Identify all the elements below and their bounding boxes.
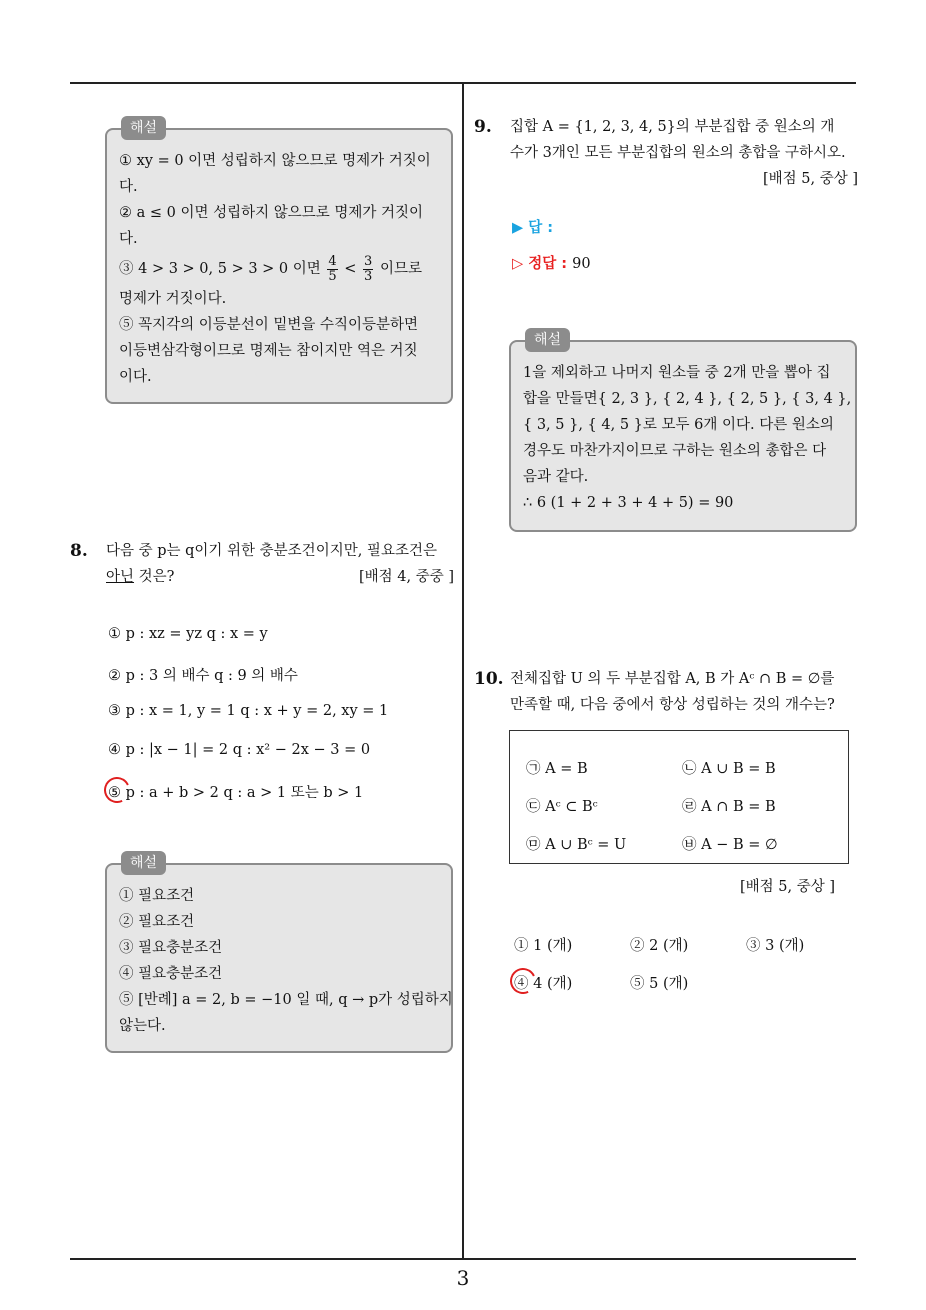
choice-4[interactable]: ④ 4 (개) bbox=[514, 976, 573, 992]
question-line: 다음 중 p는 q이기 위한 충분조건이지만, 필요조건은 bbox=[106, 543, 437, 559]
answer-label: ▶ 답 : bbox=[512, 220, 554, 236]
fraction bbox=[327, 255, 337, 284]
less-than: < bbox=[344, 261, 357, 277]
question-number: 9. bbox=[474, 117, 492, 137]
solution-line bbox=[119, 252, 441, 286]
choice-3[interactable]: ③ p : x = 1, y = 1 q : x + y = 2, xy = 1 bbox=[108, 703, 389, 719]
proposition: ㉥ A − B = ∅ bbox=[682, 837, 778, 853]
solution-line: 다. bbox=[119, 231, 138, 247]
proposition: ㉤ A ∪ Bᶜ = U bbox=[526, 837, 627, 853]
page-number: 3 bbox=[456, 1266, 470, 1290]
bottom-rule bbox=[70, 1258, 856, 1260]
question-text bbox=[510, 666, 858, 718]
fraction-denominator: 3 bbox=[364, 268, 373, 284]
solution-line: 경우도 마찬가지이므로 구하는 원소의 총합은 다 bbox=[523, 443, 827, 459]
solution-tag: 해설 bbox=[525, 328, 570, 352]
choice-5[interactable]: ⑤ p : a + b > 2 q : a > 1 또는 b > 1 bbox=[108, 785, 364, 801]
solution-line: ④ 필요충분조건 bbox=[119, 966, 223, 982]
proposition: ㉣ A ∩ B = B bbox=[682, 799, 776, 815]
score-label: [배점 5, 중상 ] bbox=[740, 879, 836, 895]
solution-line: ① 필요조건 bbox=[119, 888, 195, 904]
choice-2[interactable]: ② 2 (개) bbox=[630, 938, 689, 954]
question-line-rest: 것은? bbox=[134, 569, 175, 585]
fraction-numerator: 4 bbox=[328, 253, 337, 269]
question-text bbox=[510, 114, 858, 166]
correct-answer-value: 90 bbox=[572, 256, 591, 272]
solution-line-tail: 이므로 bbox=[379, 261, 422, 277]
solution-line: ∴ 6 (1 + 2 + 3 + 4 + 5) = 90 bbox=[523, 495, 734, 511]
solution-line: 다. bbox=[119, 179, 138, 195]
solution-tag: 해설 bbox=[121, 116, 166, 140]
question-10 bbox=[474, 666, 858, 722]
question-number: 10. bbox=[474, 669, 504, 689]
q7-solution-box bbox=[105, 120, 453, 404]
question-line: 만족할 때, 다음 중에서 항상 성립하는 것의 개수는? bbox=[510, 697, 835, 713]
solution-line: 이다. bbox=[119, 369, 152, 385]
fraction bbox=[363, 255, 373, 284]
question-number: 8. bbox=[70, 541, 88, 561]
question-line: 전체집합 U 의 두 부분집합 A, B 가 Aᶜ ∩ B = ∅를 bbox=[510, 671, 835, 687]
choice-2[interactable]: ② p : 3 의 배수 q : 9 의 배수 bbox=[108, 668, 298, 684]
solution-line: 이등변삼각형이므로 명제는 참이지만 역은 거짓 bbox=[119, 343, 418, 359]
correct-answer bbox=[512, 252, 591, 273]
choice-5[interactable]: ⑤ 5 (개) bbox=[630, 976, 689, 992]
solution-line: ⑤ [반례] a = 2, b = −10 일 때, q → p가 성립하지 bbox=[119, 992, 453, 1008]
q9-solution-box bbox=[509, 332, 857, 532]
column-divider bbox=[462, 82, 464, 1259]
solution-line: ① xy = 0 이면 성립하지 않으므로 명제가 거짓이 bbox=[119, 153, 431, 169]
solution-line: ⑤ 꼭지각의 이등분선이 밑변을 수직이등분하면 bbox=[119, 317, 419, 333]
solution-line: 않는다. bbox=[119, 1018, 166, 1034]
score-label: [배점 5, 중상 ] bbox=[762, 171, 858, 187]
solution-line: ③ 필요충분조건 bbox=[119, 940, 223, 956]
solution-line: ② 필요조건 bbox=[119, 914, 195, 930]
q8-solution-box bbox=[105, 855, 453, 1053]
solution-tag: 해설 bbox=[121, 851, 166, 875]
solution-line: 음과 같다. bbox=[523, 469, 589, 485]
proposition: ㉢ Aᶜ ⊂ Bᶜ bbox=[526, 799, 598, 815]
proposition: ㉠ A = B bbox=[526, 761, 588, 777]
choice-1[interactable]: ① 1 (개) bbox=[514, 938, 573, 954]
correct-answer-label: ▷ 정답 : bbox=[512, 256, 568, 272]
choice-4[interactable]: ④ p : |x − 1| = 2 q : x² − 2x − 3 = 0 bbox=[108, 742, 371, 758]
choice-3[interactable]: ③ 3 (개) bbox=[746, 938, 805, 954]
question-9 bbox=[474, 114, 858, 194]
proposition: ㉡ A ∪ B = B bbox=[682, 761, 776, 777]
question-8 bbox=[70, 538, 454, 594]
solution-line: ② a ≤ 0 이면 성립하지 않으므로 명제가 거짓이 bbox=[119, 205, 424, 221]
solution-line: 1을 제외하고 나머지 원소들 중 2개 만을 뽑아 집 bbox=[523, 365, 831, 381]
solution-line: 명제가 거짓이다. bbox=[119, 291, 227, 307]
propositions-box bbox=[509, 730, 849, 864]
solution-line-text: ③ 4 > 3 > 0, 5 > 3 > 0 이면 bbox=[119, 261, 321, 277]
underlined-word: 아닌 bbox=[106, 569, 135, 585]
score-label: [배점 4, 중중 ] bbox=[358, 569, 454, 585]
fraction-denominator: 5 bbox=[328, 268, 337, 284]
choice-1[interactable]: ① p : xz = yz q : x = y bbox=[108, 626, 268, 642]
question-line: 수가 3개인 모든 부분집합의 원소의 총합을 구하시오. bbox=[510, 145, 846, 161]
solution-line: { 3, 5 }, { 4, 5 }로 모두 6개 이다. 다른 원소의 bbox=[523, 417, 834, 433]
question-line: 집합 A = {1, 2, 3, 4, 5}의 부분집합 중 원소의 개 bbox=[510, 119, 835, 135]
solution-line: 합을 만들면{ 2, 3 }, { 2, 4 }, { 2, 5 }, { 3, 4 }, bbox=[523, 391, 852, 407]
fraction-numerator: 3 bbox=[364, 253, 373, 269]
